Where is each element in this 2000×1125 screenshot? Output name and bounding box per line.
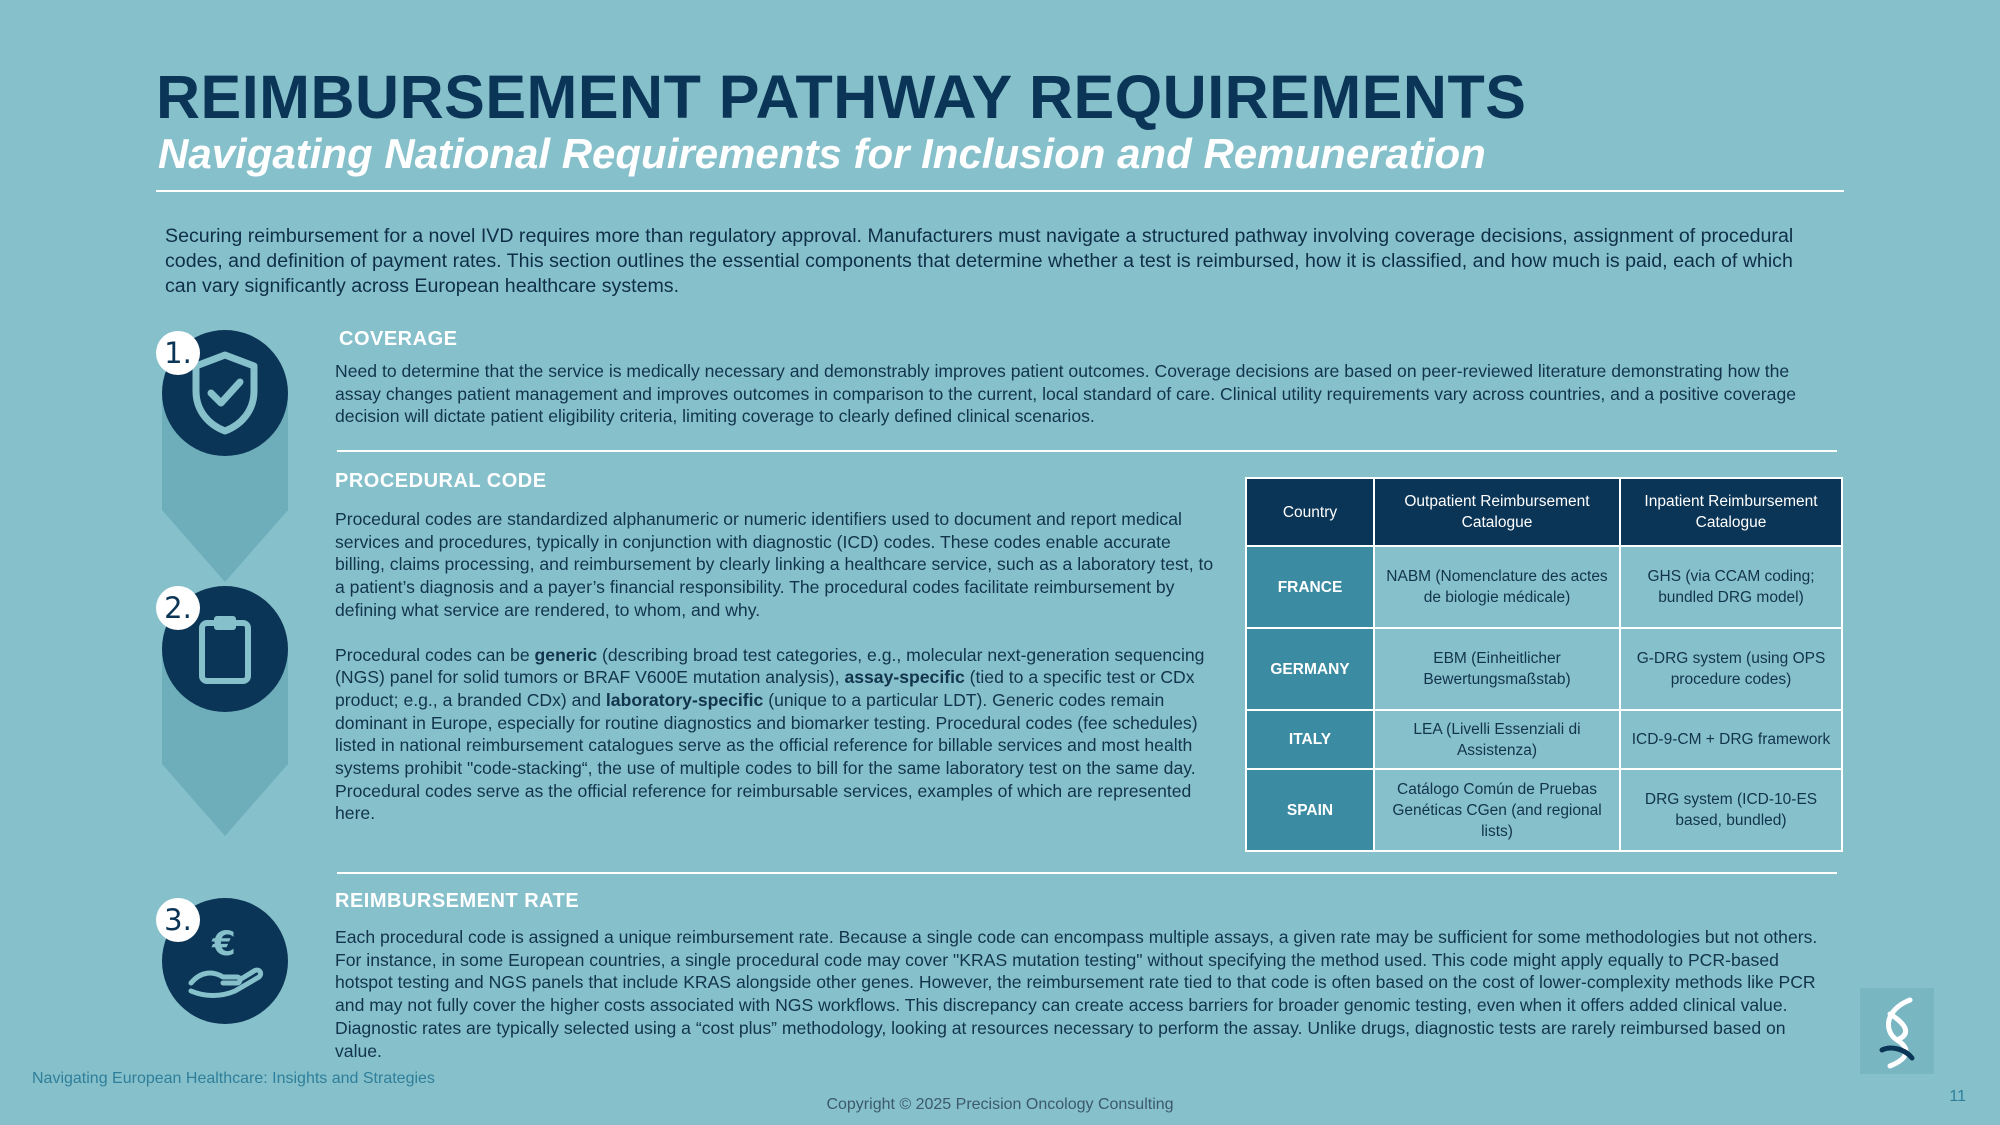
intro-paragraph: Securing reimbursement for a novel IVD requires more than regulatory approval. Manufacturers must navigate a structured pathway involving coverage decisions, assignment of procedural codes, and definition of payment rates. This section outlines the essential components that determine whether a test is reimbursed, how it is classified, and how much is paid, each of which can vary significantly across European healthcare systems. [165, 225, 1794, 297]
procedural-heading: PROCEDURAL CODE [335, 470, 547, 492]
step-number-3: 3. [156, 898, 200, 942]
coverage-body: Need to determine that the service is medically necessary and demonstrably improves patient outcomes. Coverage decisions are based on peer-reviewed literature demonstrating how the assay changes patient management and improves outcomes in comparison to the current, local standard of care. Clinical utility requirements vary across countries, and a positive coverage decision will dictate patient eligibility criteria, limiting coverage to clearly defined clinical scenarios. [335, 361, 1797, 427]
country-cell: ITALY [1246, 710, 1374, 769]
outpatient-cell: Catálogo Común de Pruebas Genéticas CGen (and regional lists) [1374, 769, 1620, 851]
page-subtitle: Navigating National Requirements for Inclusion and Remuneration [158, 130, 1486, 177]
table-row [1246, 769, 1842, 851]
rate-heading: REIMBURSEMENT RATE [335, 890, 580, 912]
shield-check-icon [188, 351, 262, 435]
footer-tagline: Navigating European Healthcare: Insights and Strategies [32, 1070, 435, 1087]
rate-body: Each procedural code is assigned a unique reimbursement rate. Because a single code can encompass multiple assays, a given rate may be sufficient for some methodologies but not others. For instance, in some European countries, a single procedural code may cover "KRAS mutation testing" without specifying the method used. This code might apply equally to PCR-based hotspot testing and NGS panels that include KRAS alongside other genes. However, the reimbursement rate tied to that code is often based on the cost of lower-complexity methods like PCR and may not fully cover the higher costs associated with NGS workflows. This discrepancy can create access barriers for broader genomic testing, even when it offers added clinical value. Diagnostic rates are typically selected using a “cost plus” methodology, looking at resources necessary to perform the assay. Unlike drugs, diagnostic tests are rarely reimbursed based on value. [335, 927, 1818, 1061]
page-title: REIMBURSEMENT PATHWAY REQUIREMENTS [156, 63, 1527, 131]
outpatient-cell: LEA (Livelli Essenziali di Assistenza) [1374, 710, 1620, 769]
step-number-2: 2. [156, 586, 200, 630]
step-number-1: 1. [156, 331, 200, 375]
inpatient-cell: DRG system (ICD-10-ES based, bundled) [1620, 769, 1842, 851]
coverage-divider [337, 450, 1837, 452]
table-row [1246, 628, 1842, 710]
table-row [1246, 546, 1842, 628]
country-cell: GERMANY [1246, 628, 1374, 710]
table-header-country: Country [1246, 478, 1374, 546]
header-divider [156, 190, 1844, 192]
inpatient-cell: G-DRG system (using OPS procedure codes) [1620, 628, 1842, 710]
step-chevron-2 [162, 764, 288, 836]
table-row [1246, 710, 1842, 769]
copyright-notice: Copyright © 2025 Precision Oncology Consulting [826, 1096, 1174, 1113]
clipboard-icon [195, 613, 255, 685]
inpatient-cell: ICD-9-CM + DRG framework [1620, 710, 1842, 769]
country-cell: SPAIN [1246, 769, 1374, 851]
procedural-paragraph-2: Procedural codes can be generic (describing broad test categories, e.g., molecular next-generation sequencing (NGS) panel for solid tumors or BRAF V600E mutation analysis), assay-specific (tied to a specific test or CDx product; e.g., a branded CDx) and laboratory-specific (unique to a particular LDT). Generic codes remain dominant in Europe, especially for routine diagnostics and biomarker testing. Procedural codes (fee schedules) listed in national reimbursement catalogues serve as the official reference for billable services and most health systems prohibit "code-stacking“, the use of multiple codes to bill for the same laboratory test on the same day. Procedural codes serve as the official reference for reimbursable services, examples of which are represented here. [335, 644, 1205, 824]
table-header-outpatient: Outpatient Reimbursement Catalogue [1374, 478, 1620, 546]
page-number: 11 [1949, 1088, 1966, 1105]
procedural-paragraph-1: Procedural codes are standardized alphanumeric or numeric identifiers used to document and report medical services and procedures, typically in conjunction with diagnostic (ICD) codes. These codes enable accurate billing, claims processing, and reimbursement by clearly linking a healthcare service, such as a laboratory test, to a patient’s diagnosis and a payer’s financial responsibility. The procedural codes facilitate reimbursement by defining what service are rendered, to whom, and why. [335, 509, 1214, 620]
country-cell: FRANCE [1246, 546, 1374, 628]
step-chevron-1 [162, 510, 288, 582]
outpatient-cell: EBM (Einheitlicher Bewertungsmaßstab) [1374, 628, 1620, 710]
procedural-divider [337, 872, 1837, 874]
table-header-inpatient: Inpatient Reimbursement Catalogue [1620, 478, 1842, 546]
outpatient-cell: NABM (Nomenclature des actes de biologie médicale) [1374, 546, 1620, 628]
dna-logo-icon [1860, 988, 1934, 1074]
svg-text:€: € [212, 924, 236, 964]
reimbursement-catalogue-table [1245, 477, 1843, 852]
company-logo [1860, 988, 1934, 1074]
inpatient-cell: GHS (via CCAM coding; bundled DRG model) [1620, 546, 1842, 628]
coverage-heading: COVERAGE [339, 328, 458, 350]
procedural-body [335, 508, 1215, 825]
